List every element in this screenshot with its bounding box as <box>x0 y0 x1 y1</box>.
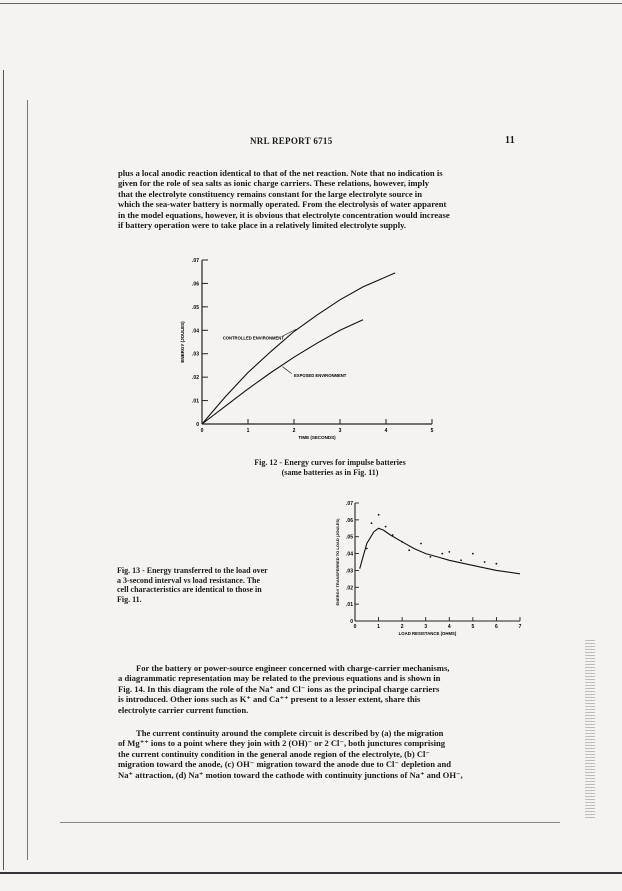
paragraph-line: electrolyte carrier current function. <box>118 704 249 715</box>
left-scan-border <box>3 70 4 870</box>
x-axis-label: TIME (SECONDS) <box>298 435 336 440</box>
x-tick-label: 5 <box>471 624 475 630</box>
x-tick-label: 0 <box>200 428 204 434</box>
fitted-curve <box>360 528 520 574</box>
x-tick-label: 2 <box>292 428 296 434</box>
y-tick-label: .02 <box>346 585 353 592</box>
paragraph-line: which the sea-water battery is normally operated. From the electrolysis of water apparent <box>118 199 447 210</box>
y-tick-label: .06 <box>192 281 199 288</box>
top-scan-border <box>0 3 622 4</box>
x-tick-label: 1 <box>377 624 380 630</box>
right-edge-noise <box>585 640 595 820</box>
x-tick-label: 0 <box>353 624 357 630</box>
fig13-chart <box>325 493 530 643</box>
paragraph-line: Fig. 14. In this diagram the role of the Na⁺ and Cl⁻ ions as the principal charge carriers <box>118 683 440 694</box>
fig12-caption-line2: (same batteries as in Fig. 11) <box>281 467 379 477</box>
paragraph-line: plus a local anodic reaction identical to that of the net reaction. Note that no indication is <box>118 168 443 178</box>
fig13-caption-line: Fig. 11. <box>117 594 142 604</box>
x-tick-label: 5 <box>430 428 434 434</box>
paragraph-line: is introduced. Other ions such as K⁺ and Ca⁺⁺ present to a lesser extent, share this <box>118 694 421 705</box>
y-tick-label: .05 <box>192 304 199 311</box>
y-tick-label: .06 <box>346 517 353 524</box>
paragraph-3 <box>118 728 548 780</box>
data-point <box>496 563 498 565</box>
fig12-caption <box>200 458 460 477</box>
paragraph-line: that the electrolyte constituency remains constant for the large electrolyte source in <box>118 188 422 199</box>
y-axis-label: ENERGY TRANSFERRED TO LOAD (JOULES) <box>335 518 340 606</box>
x-tick-label: 6 <box>495 624 498 630</box>
data-point <box>385 526 387 528</box>
y-tick-label: .07 <box>346 501 353 507</box>
y-tick-label: .04 <box>192 328 199 335</box>
bottom-scan-border <box>0 872 622 874</box>
bottom-rule <box>60 822 560 823</box>
paragraph-line: Na⁺ attraction, (d) Na⁺ motion toward the cathode with continuity junctions of Na⁺ and OH⁻, <box>118 769 463 780</box>
paragraph-line: of Mg⁺⁺ ions to a point where they join with 2 (OH)⁻ or 2 Cl⁻, both junctures comprising <box>118 738 446 749</box>
page-number: 11 <box>505 135 516 146</box>
data-point <box>484 561 486 563</box>
y-tick-label: .01 <box>192 398 199 405</box>
series-label-controlled: CONTROLLED ENVIRONMENT <box>222 335 284 341</box>
paragraph-line: given for the role of sea salts as ionic charge carriers. These relations, however, imply <box>118 178 430 189</box>
series-label-leader <box>283 367 292 374</box>
report-title: NRL REPORT 6715 <box>250 136 333 146</box>
x-tick-label: 4 <box>447 624 451 630</box>
x-tick-label: 4 <box>384 428 388 434</box>
data-point <box>441 553 443 555</box>
data-point <box>448 551 450 553</box>
data-point <box>371 522 373 524</box>
fig13-caption-line: cell characteristics are identical to those in <box>117 585 262 595</box>
data-point <box>460 559 462 561</box>
x-tick-label: 7 <box>518 624 522 630</box>
y-tick-label: .05 <box>346 534 353 541</box>
data-point <box>401 541 403 543</box>
paragraph-line: The current continuity around the complete circuit is described by (a) the migration <box>136 728 444 738</box>
x-tick-label: 2 <box>400 624 404 630</box>
paragraph-line: the current continuity condition in the general anode region of the electrolyte, (b) Cl⁻ <box>118 748 430 759</box>
data-point <box>430 556 432 558</box>
paragraph-line: if battery operation were to take place in a relatively limited electrolyte supply. <box>118 220 407 231</box>
y-tick-label: 0 <box>350 619 353 625</box>
y-tick-label: .03 <box>346 568 353 575</box>
data-point <box>420 543 422 545</box>
data-point <box>378 514 380 516</box>
y-tick-label: 0 <box>196 422 199 428</box>
y-tick-label: .02 <box>192 375 199 382</box>
paragraph-line: a diagrammatic representation may be related to the previous equations and is shown in <box>118 673 441 684</box>
y-axis-label: ENERGY (JOULES) <box>180 321 185 363</box>
y-tick-label: .03 <box>192 351 199 358</box>
x-tick-label: 3 <box>424 624 428 630</box>
paragraph-2 <box>118 663 548 715</box>
paragraph-1 <box>118 168 548 230</box>
paragraph-line: migration toward the anode, (c) OH⁻ migration toward the anode due to Cl⁻ depletion and <box>118 759 452 770</box>
paragraph-line: in the model equations, however, it is obvious that electrolyte concentration would increase <box>118 209 450 220</box>
fig12-chart <box>170 252 440 452</box>
series-label-exposed: EXPOSED ENVIRONMENT <box>294 373 347 379</box>
fig13-caption-line: Fig. 13 - Energy transferred to the load over <box>117 566 268 575</box>
y-tick-label: .07 <box>192 258 199 264</box>
y-tick-label: .04 <box>346 551 353 558</box>
fig13-caption-line: a 3-second interval vs load resistance. The <box>117 575 261 585</box>
data-point <box>408 549 410 551</box>
x-axis-label: LOAD RESISTANCE (OHMS) <box>398 631 457 636</box>
data-point <box>392 534 394 536</box>
left-margin-line <box>27 100 28 860</box>
data-point <box>472 553 474 555</box>
fig12-caption-line1: Fig. 12 - Energy curves for impulse batteries <box>254 458 406 467</box>
x-tick-label: 3 <box>338 428 342 434</box>
x-tick-label: 1 <box>246 428 250 434</box>
y-tick-label: .01 <box>346 602 353 609</box>
fig13-caption <box>117 566 322 604</box>
data-point <box>366 548 368 550</box>
paragraph-line: For the battery or power-source engineer concerned with charge-carrier mechanisms, <box>136 663 450 673</box>
